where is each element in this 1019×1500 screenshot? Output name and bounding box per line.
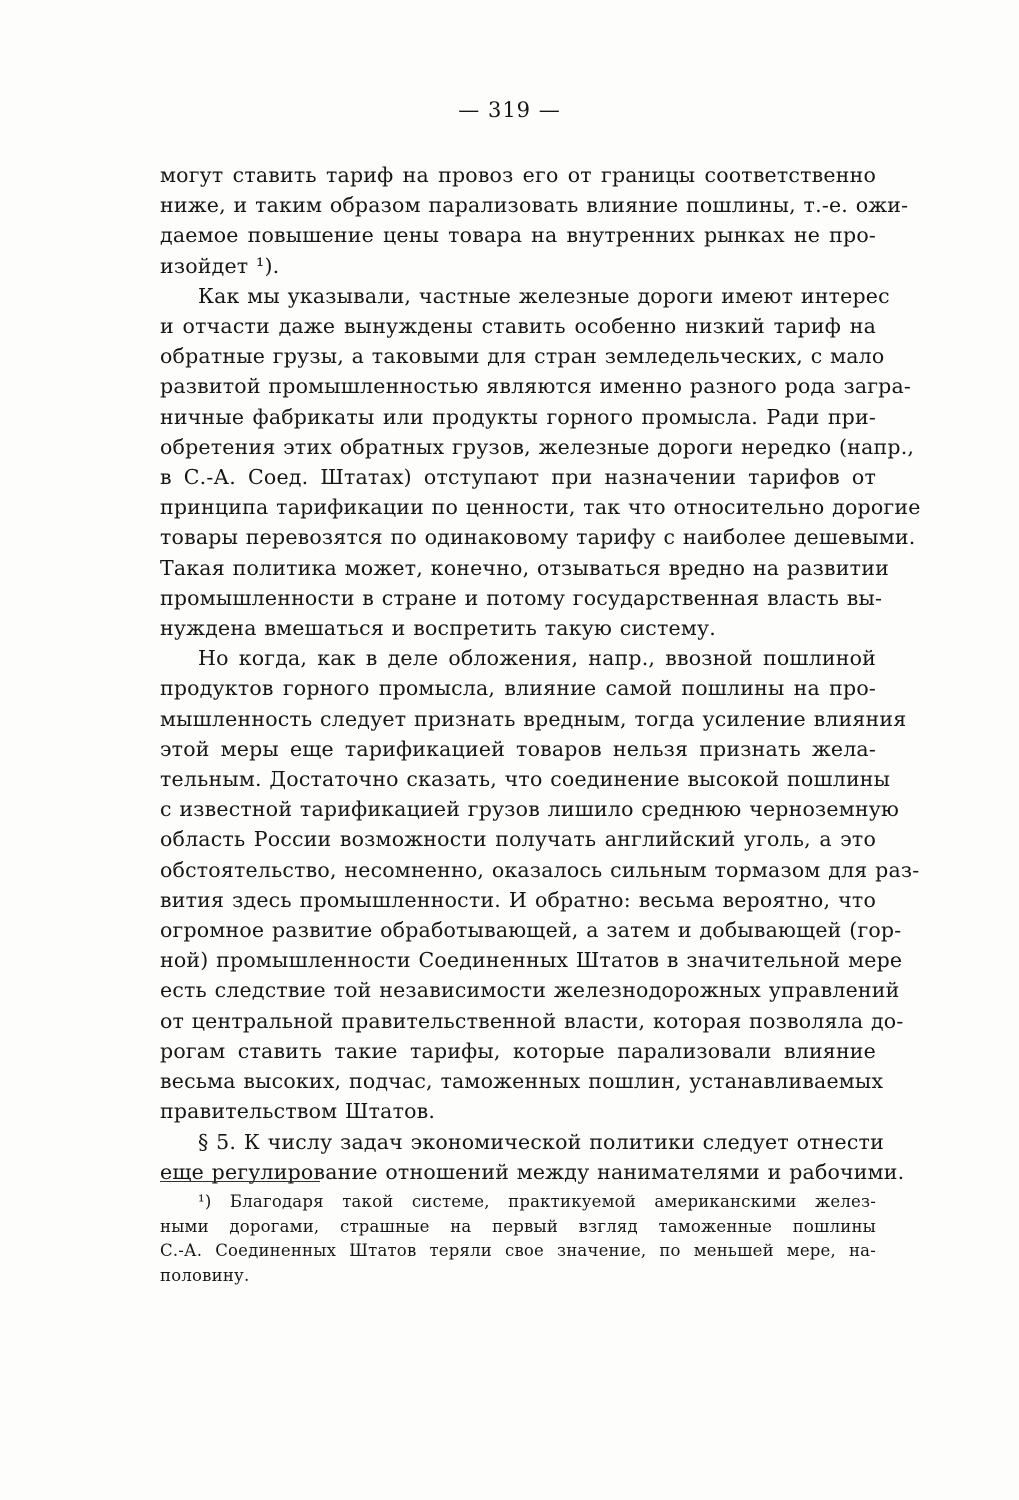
text-line: обретения этих обратных грузов, железные дороги нередко (напр.,	[160, 434, 915, 459]
footnote	[160, 1190, 876, 1288]
text-line: обратные грузы, а таковыми для стран земледельческих, с мало	[160, 344, 885, 369]
text-line: область России возможности получать английский уголь, а это	[160, 827, 876, 852]
text-line: изойдет ¹).	[160, 253, 280, 278]
text-line: с известной тарификацией грузов лишило среднюю черноземную	[160, 797, 900, 822]
text-line: даемое повышение цены товара на внутренних рынках не про-	[160, 223, 876, 248]
main-text	[160, 160, 921, 1187]
text-line: правительством Штатов.	[160, 1099, 436, 1124]
text-line: принципа тарификации по ценности, так что относительно дорогие	[160, 495, 921, 520]
text-line: нуждена вмешаться и воспретить такую систему.	[160, 616, 716, 641]
text-line: в С.-А. Соед. Штатах) отступают при назначении тарифов от	[160, 465, 876, 490]
footnote-line: С.-А. Соединенных Штатов теряли свое значение, по меньшей мере, на-	[160, 1241, 876, 1260]
text-line: от центральной правительственной власти, которая позволяла до-	[160, 1008, 904, 1033]
text-line: промышленности в стране и потому государственная власть вы-	[160, 585, 883, 610]
footnote-line: ными дорогами, страшные на первый взгляд таможенные пошлины	[160, 1216, 876, 1236]
text-line: обстоятельство, несомненно, оказалось сильным тормазом для раз-	[160, 857, 920, 882]
text-line: Как мы указывали, частные железные дороги имеют интерес	[198, 283, 890, 308]
text-line: товары перевозятся по одинаковому тарифу с наиболее дешевыми.	[160, 525, 916, 550]
text-line: есть следствие той независимости железнодорожных управлений	[160, 978, 900, 1003]
text-line: Но когда, как в деле обложения, напр., ввозной пошлиной	[198, 646, 876, 671]
page-number: — 319 —	[458, 98, 561, 122]
text-line: мышленность следует признать вредным, тогда усиление влияния	[160, 706, 907, 731]
text-line: § 5. К числу задач экономической политики следует отнести	[198, 1129, 884, 1154]
text-line: и отчасти даже вынуждены ставить особенно низкий тариф на	[160, 314, 876, 339]
footnote-divider	[160, 1181, 320, 1182]
footnote-line: половину.	[160, 1265, 250, 1285]
text-line: этой меры еще тарификацией товаров нельзя признать жела-	[160, 736, 876, 761]
text-line: продуктов горного промысла, влияние самой пошлины на про-	[160, 676, 876, 701]
text-line: тельным. Достаточно сказать, что соединение высокой пошлины	[160, 767, 891, 792]
text-line: могут ставить тариф на провоз его от границы соответственно	[160, 163, 876, 187]
text-line: еще регулирование отношений между нанимателями и рабочими.	[160, 1159, 905, 1184]
text-line: Такая политика может, конечно, отзываться вредно на развитии	[160, 555, 889, 580]
text-line: развитой промышленностью являются именно разного рода загра-	[160, 374, 912, 399]
text-line: огромное развитие обработывающей, а затем и добывающей (гор-	[160, 918, 902, 943]
text-line: ной) промышленности Соединенных Штатов в значительной мере	[160, 948, 903, 973]
text-line: весьма высоких, подчас, таможенных пошлин, устанавливаемых	[160, 1069, 884, 1094]
text-line: рогам ставить такие тарифы, которые парализовали влияние	[160, 1038, 876, 1063]
text-line: ниже, и таким образом парализовать влияние пошлины, т.-е. ожи-	[160, 193, 909, 218]
text-line: вития здесь промышленности. И обратно: весьма вероятно, что	[160, 887, 876, 912]
text-line: ничные фабрикаты или продукты горного промысла. Ради при-	[160, 404, 876, 429]
footnote-line: ¹) Благодаря такой системе, практикуемой американскими желез-	[198, 1192, 876, 1211]
